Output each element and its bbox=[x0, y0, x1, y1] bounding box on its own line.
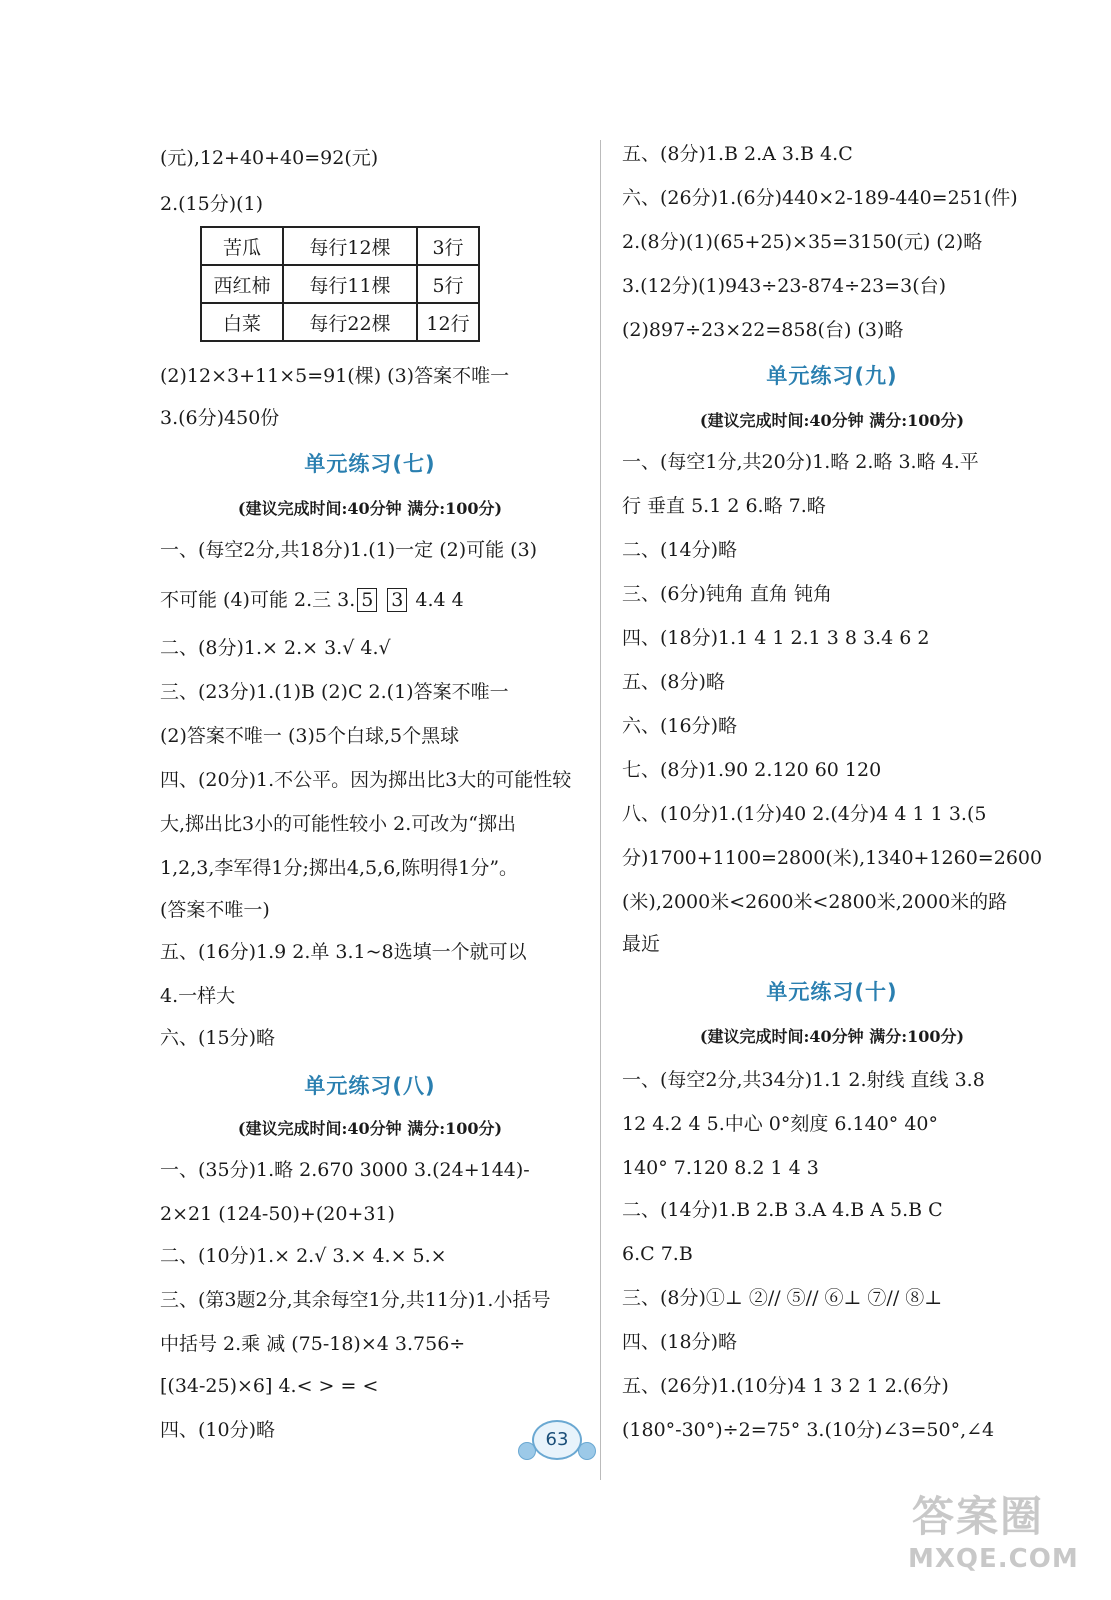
answer-line: 中括号 2.乘 减 (75-18)×4 3.756÷ bbox=[160, 1333, 466, 1355]
answer-line: 四、(20分)1.不公平。因为掷出比3大的可能性较 bbox=[160, 769, 572, 791]
answer-line: 3.(12分)(1)943÷23-874÷23=3(台) bbox=[622, 275, 947, 297]
section-subtitle: (建议完成时间:40分钟 满分:100分) bbox=[237, 499, 503, 518]
answer-line: (答案不唯一) bbox=[160, 899, 270, 921]
section-subtitle: (建议完成时间:40分钟 满分:100分) bbox=[699, 411, 965, 430]
answer-line: 三、(23分)1.(1)B (2)C 2.(1)答案不唯一 bbox=[160, 681, 509, 703]
answer-line: 六、(26分)1.(6分)440×2-189-440=251(件) bbox=[622, 187, 1018, 209]
answer-line: 一、(每空1分,共20分)1.略 2.略 3.略 4.平 bbox=[622, 451, 979, 473]
section-title: 单元练习(七) bbox=[304, 452, 436, 476]
answer-line: (2)897÷23×22=858(台) (3)略 bbox=[622, 319, 904, 341]
answer-line: 三、(8分)①⊥ ②// ⑤// ⑥⊥ ⑦// ⑧⊥ bbox=[622, 1287, 943, 1309]
answer-text: 4.4 4 bbox=[409, 589, 464, 611]
answer-line: 2.(15分)(1) bbox=[160, 193, 264, 215]
section-subtitle: (建议完成时间:40分钟 满分:100分) bbox=[237, 1119, 503, 1138]
answer-line: 二、(14分)1.B 2.B 3.A 4.B A 5.B C bbox=[622, 1199, 943, 1221]
answer-line: 12 4.2 4 5.中心 0°刻度 6.140° 40° bbox=[622, 1113, 939, 1135]
answer-line: 一、(每空2分,共18分)1.(1)一定 (2)可能 (3) bbox=[160, 539, 538, 561]
page-number-badge bbox=[518, 1418, 594, 1462]
answer-line bbox=[160, 588, 464, 612]
boxed-number: 3 bbox=[387, 588, 407, 612]
answer-line: 分)1700+1100=2800(米),1340+1260=2600 bbox=[622, 847, 1043, 869]
answer-line: 七、(8分)1.90 2.120 60 120 bbox=[622, 759, 882, 781]
answer-line: [(34-25)×6] 4.< > = < bbox=[160, 1375, 379, 1397]
table-row bbox=[201, 265, 479, 303]
answer-line: 八、(10分)1.(1分)40 2.(4分)4 4 1 1 3.(5 bbox=[622, 803, 987, 825]
answer-line: 六、(15分)略 bbox=[160, 1027, 276, 1049]
answer-line: 一、(35分)1.略 2.670 3000 3.(24+144)- bbox=[160, 1159, 530, 1181]
section-title: 单元练习(十) bbox=[766, 980, 898, 1004]
answer-line: 一、(每空2分,共34分)1.1 2.射线 直线 3.8 bbox=[622, 1069, 985, 1091]
section-subtitle: (建议完成时间:40分钟 满分:100分) bbox=[699, 1027, 965, 1046]
answer-line: 五、(16分)1.9 2.单 3.1~8选填一个就可以 bbox=[160, 941, 527, 963]
answer-line: 三、(6分)钝角 直角 钝角 bbox=[622, 583, 832, 605]
table-cell: 每行12棵 bbox=[283, 227, 417, 265]
table-cell: 3行 bbox=[417, 227, 479, 265]
answer-line: 6.C 7.B bbox=[622, 1243, 693, 1265]
boxed-number: 5 bbox=[357, 588, 377, 612]
table-row bbox=[201, 303, 479, 341]
page-number: 63 bbox=[532, 1420, 582, 1460]
answer-line: 2.(8分)(1)(65+25)×35=3150(元) (2)略 bbox=[622, 231, 983, 253]
answer-line: 二、(10分)1.× 2.√ 3.× 4.× 5.× bbox=[160, 1245, 447, 1267]
answer-line: 行 垂直 5.1 2 6.略 7.略 bbox=[622, 495, 826, 517]
answer-line: 4.一样大 bbox=[160, 985, 236, 1007]
answer-line: 3.(6分)450份 bbox=[160, 407, 280, 429]
answer-line: 五、(8分)略 bbox=[622, 671, 725, 693]
table-cell: 每行11棵 bbox=[283, 265, 417, 303]
answer-line: 二、(8分)1.× 2.× 3.√ 4.√ bbox=[160, 637, 391, 659]
table-cell: 12行 bbox=[417, 303, 479, 341]
answer-line: 三、(第3题2分,其余每空1分,共11分)1.小括号 bbox=[160, 1289, 551, 1311]
answer-line: 1,2,3,李军得1分;掷出4,5,6,陈明得1分”。 bbox=[160, 857, 519, 879]
answer-line: 最近 bbox=[622, 933, 661, 955]
answer-line: (元),12+40+40=92(元) bbox=[160, 147, 379, 169]
table-cell: 白菜 bbox=[201, 303, 283, 341]
watermark-logo bbox=[902, 1484, 1102, 1594]
table-cell: 西红柿 bbox=[201, 265, 283, 303]
answer-line: 五、(8分)1.B 2.A 3.B 4.C bbox=[622, 143, 853, 165]
answer-line: 大,掷出比3小的可能性较小 2.可改为“掷出 bbox=[160, 813, 517, 835]
answer-line: 四、(10分)略 bbox=[160, 1419, 276, 1441]
answer-line: 五、(26分)1.(10分)4 1 3 2 1 2.(6分) bbox=[622, 1375, 949, 1397]
table-row bbox=[201, 227, 479, 265]
table-cell: 每行22棵 bbox=[283, 303, 417, 341]
table-cell: 5行 bbox=[417, 265, 479, 303]
planting-table bbox=[200, 226, 480, 342]
answer-line: (180°-30°)÷2=75° 3.(10分)∠3=50°,∠4 bbox=[622, 1419, 995, 1441]
column-divider bbox=[600, 140, 601, 1480]
answer-line: 六、(16分)略 bbox=[622, 715, 738, 737]
table-cell: 苦瓜 bbox=[201, 227, 283, 265]
answer-line: 2×21 (124-50)+(20+31) bbox=[160, 1203, 395, 1225]
answer-line: (2)12×3+11×5=91(棵) (3)答案不唯一 bbox=[160, 365, 510, 387]
answer-line: 四、(18分)1.1 4 1 2.1 3 8 3.4 6 2 bbox=[622, 627, 930, 649]
answer-line: 140° 7.120 8.2 1 4 3 bbox=[622, 1157, 819, 1179]
answer-line: (2)答案不唯一 (3)5个白球,5个黑球 bbox=[160, 725, 460, 747]
watermark-text: 答案圈 bbox=[912, 1492, 1045, 1541]
answer-line: (米),2000米<2600米<2800米,2000米的路 bbox=[622, 891, 1008, 913]
section-title: 单元练习(九) bbox=[766, 364, 898, 388]
answer-line: 二、(14分)略 bbox=[622, 539, 738, 561]
answer-line: 四、(18分)略 bbox=[622, 1331, 738, 1353]
section-title: 单元练习(八) bbox=[304, 1074, 436, 1098]
watermark-url: MXQE.COM bbox=[908, 1544, 1079, 1574]
answer-text: 不可能 (4)可能 2.三 3. bbox=[160, 589, 356, 611]
